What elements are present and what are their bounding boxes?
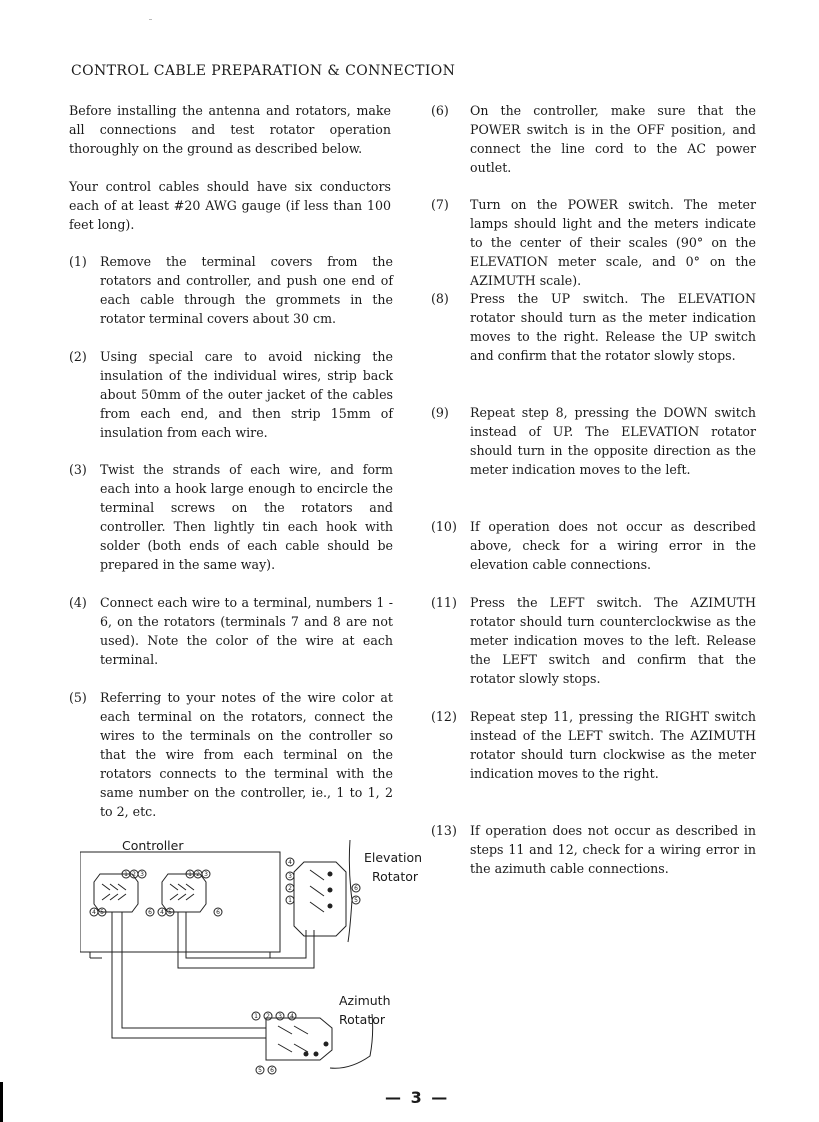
step-number: (10): [431, 519, 457, 534]
step-number: (7): [431, 197, 449, 212]
terminal-number: 2: [132, 871, 136, 878]
terminal-number: 5: [258, 1067, 262, 1074]
step-text: Remove the terminal covers from the rotators and controller, and push one end of each cable through the grommets in the rotator terminal covers about 30 cm.: [100, 254, 393, 326]
step-text: Repeat step 8, pressing the DOWN switch instead of UP. The ELEVATION rotator should turn in the opposite direction as the meter indication moves to the left.: [470, 405, 756, 477]
terminal-number: 1: [124, 871, 128, 878]
page-title: CONTROL CABLE PREPARATION & CONNECTION: [71, 63, 456, 79]
step-number: (9): [431, 405, 449, 420]
step-text: Using special care to avoid nicking the insulation of the individual wires, strip back about 50mm of the outer jacket of the cables from each end, and then strip 15mm of insulation from each wire.: [100, 349, 393, 440]
terminal-number: 5: [168, 909, 172, 916]
step-text: Press the LEFT switch. The AZIMUTH rotator should turn counterclockwise as the meter indication moves to the left. Release the LEFT switch and confirm that the rotator slowly stops.: [470, 595, 756, 686]
step-10: [431, 517, 757, 574]
terminal-number: 4: [290, 1013, 294, 1020]
step-text: If operation does not occur as described above, check for a wiring error in the elevation cable connections.: [470, 519, 756, 572]
step-number: (11): [431, 595, 457, 610]
step-number: (4): [69, 595, 87, 610]
step-text: Repeat step 11, pressing the RIGHT switch instead of the LEFT switch. The AZIMUTH rotator should turn clockwise as the meter indication moves to the right.: [470, 709, 756, 781]
terminal-number: 1: [188, 871, 192, 878]
step-number: (12): [431, 709, 457, 724]
step-text: If operation does not occur as described in steps 11 and 12, check for a wiring error in the azimuth cable connections.: [470, 823, 756, 876]
step-text: Connect each wire to a terminal, numbers 1 - 6, on the rotators (terminals 7 and 8 are not used). Note the color of the wire at each terminal.: [100, 595, 393, 667]
step-9: [431, 403, 757, 498]
terminal-number: 2: [266, 1013, 270, 1020]
elevation-cable: [186, 912, 306, 958]
step-number: (2): [69, 349, 87, 364]
step-number: (3): [69, 462, 87, 477]
azimuth-rotator-label: Rotator: [339, 1012, 386, 1027]
step-number: (1): [69, 254, 87, 269]
terminal-number: 4: [92, 909, 96, 916]
terminal-number: 6: [270, 1067, 274, 1074]
step-7: [431, 195, 757, 290]
terminal-number: 5: [354, 897, 358, 904]
scan-edge-mark: [0, 1082, 3, 1122]
step-number: (13): [431, 823, 457, 838]
terminal-number: 6: [148, 909, 152, 916]
terminal-number: 6: [216, 909, 220, 916]
terminal-number: 2: [196, 871, 200, 878]
elevation-rotator-label: Rotator: [372, 869, 419, 884]
terminal-number: 6: [354, 885, 358, 892]
step-text: Turn on the POWER switch. The meter lamps should light and the meters indicate to the center of their scales (90° on the ELEVATION meter scale, and 0° on the AZIMUTH scale).: [470, 197, 756, 288]
step-11: [431, 593, 757, 688]
intro-paragraph-2: Your control cables should have six conductors each of at least #20 AWG gauge (if less than 100 feet long).: [69, 179, 391, 232]
step-5: [69, 688, 395, 821]
step-1: [69, 252, 395, 328]
terminal-number: 4: [160, 909, 164, 916]
terminal-number: 3: [278, 1013, 282, 1020]
terminal-number: 3: [140, 871, 144, 878]
elevation-rotator-terminals: [294, 862, 346, 936]
controller-box: [80, 852, 280, 952]
step-text: Referring to your notes of the wire color at each terminal on the rotators, connect the wires to the terminals on the controller so that the wire from each terminal on the rotators connects to the terminal with the same number on the controller, ie., 1 to 1, 2 to 2, etc.: [100, 690, 393, 819]
scan-speck: [149, 19, 152, 20]
controller-terminal-left: [94, 874, 138, 912]
step-number: (5): [69, 690, 87, 705]
step-text: On the controller, make sure that the POWER switch is in the OFF position, and connect the line cord to the AC power outlet.: [470, 103, 756, 175]
azimuth-label: Azimuth: [339, 993, 391, 1008]
step-8: [431, 289, 757, 384]
azimuth-cable: [112, 912, 266, 1038]
terminal-number: 4: [288, 859, 292, 866]
step-text: Press the UP switch. The ELEVATION rotator should turn as the meter indication moves to the right. Release the UP switch and confirm that the rotator slowly stops.: [470, 291, 756, 363]
azimuth-rotator-terminals: [266, 1018, 332, 1060]
step-2: [69, 347, 395, 442]
wiring-diagram: [80, 830, 440, 1075]
step-13: [431, 821, 757, 878]
page-number: — 3 —: [385, 1088, 450, 1107]
step-3: [69, 460, 395, 574]
controller-label: Controller: [122, 838, 184, 853]
step-text: Twist the strands of each wire, and form each into a hook large enough to encircle the terminal screws on the rotators and controller. Then lightly tin each hook with solder (both ends of each cable should be prepared in the same way).: [100, 462, 393, 572]
step-6: [431, 101, 757, 177]
step-12: [431, 707, 757, 802]
controller-terminal-right: [162, 874, 206, 912]
elevation-label: Elevation: [364, 850, 423, 865]
step-number: (8): [431, 291, 449, 306]
terminal-number: 5: [100, 909, 104, 916]
step-4: [69, 593, 395, 669]
intro-paragraph-1: Before installing the antenna and rotators, make all connections and test rotator operation thoroughly on the ground as described below.: [69, 103, 391, 156]
terminal-number: 2: [288, 885, 292, 892]
step-number: (6): [431, 103, 449, 118]
terminal-number: 3: [204, 871, 208, 878]
terminal-number: 1: [288, 897, 292, 904]
terminal-number: 1: [254, 1013, 258, 1020]
terminal-number: 3: [288, 873, 292, 880]
